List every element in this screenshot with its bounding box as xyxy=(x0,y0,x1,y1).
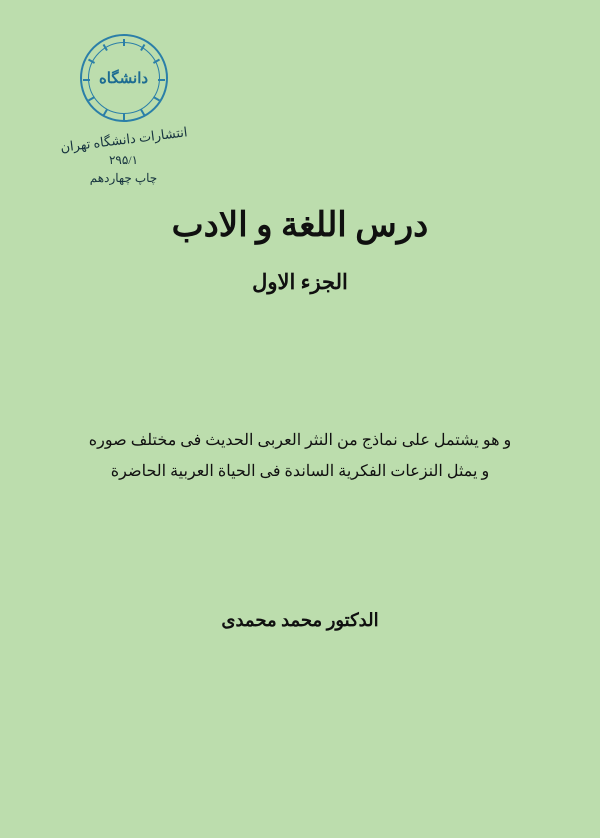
description-line-2: و يمثل النزعات الفكرية الساندة فى الحياة العربية الحاضرة xyxy=(110,463,490,481)
author-block xyxy=(0,610,600,631)
title-block xyxy=(0,205,600,295)
university-seal-icon xyxy=(80,34,168,122)
author-name: الدكتور محمد محمدى xyxy=(221,610,379,630)
publisher-text-lines xyxy=(56,124,191,186)
page-title: درس اللغة و الادب xyxy=(171,207,429,244)
publisher-edition: چاپ چهاردهم xyxy=(89,171,158,185)
seal-label: دانشگاه xyxy=(98,70,149,87)
description-block xyxy=(0,425,600,487)
publisher-series-number: ۲۹۵/۱ xyxy=(108,153,139,167)
publisher-name-wrap xyxy=(56,124,191,155)
publisher-name: انتشارات دانشگاه تهران xyxy=(59,124,188,155)
page-subtitle: الجزء الاول xyxy=(252,269,348,294)
description-line-1: و هو يشتمل على نماذج من النثر العربى الحديث فى مختلف صوره xyxy=(88,432,512,449)
publisher-block xyxy=(56,34,191,186)
